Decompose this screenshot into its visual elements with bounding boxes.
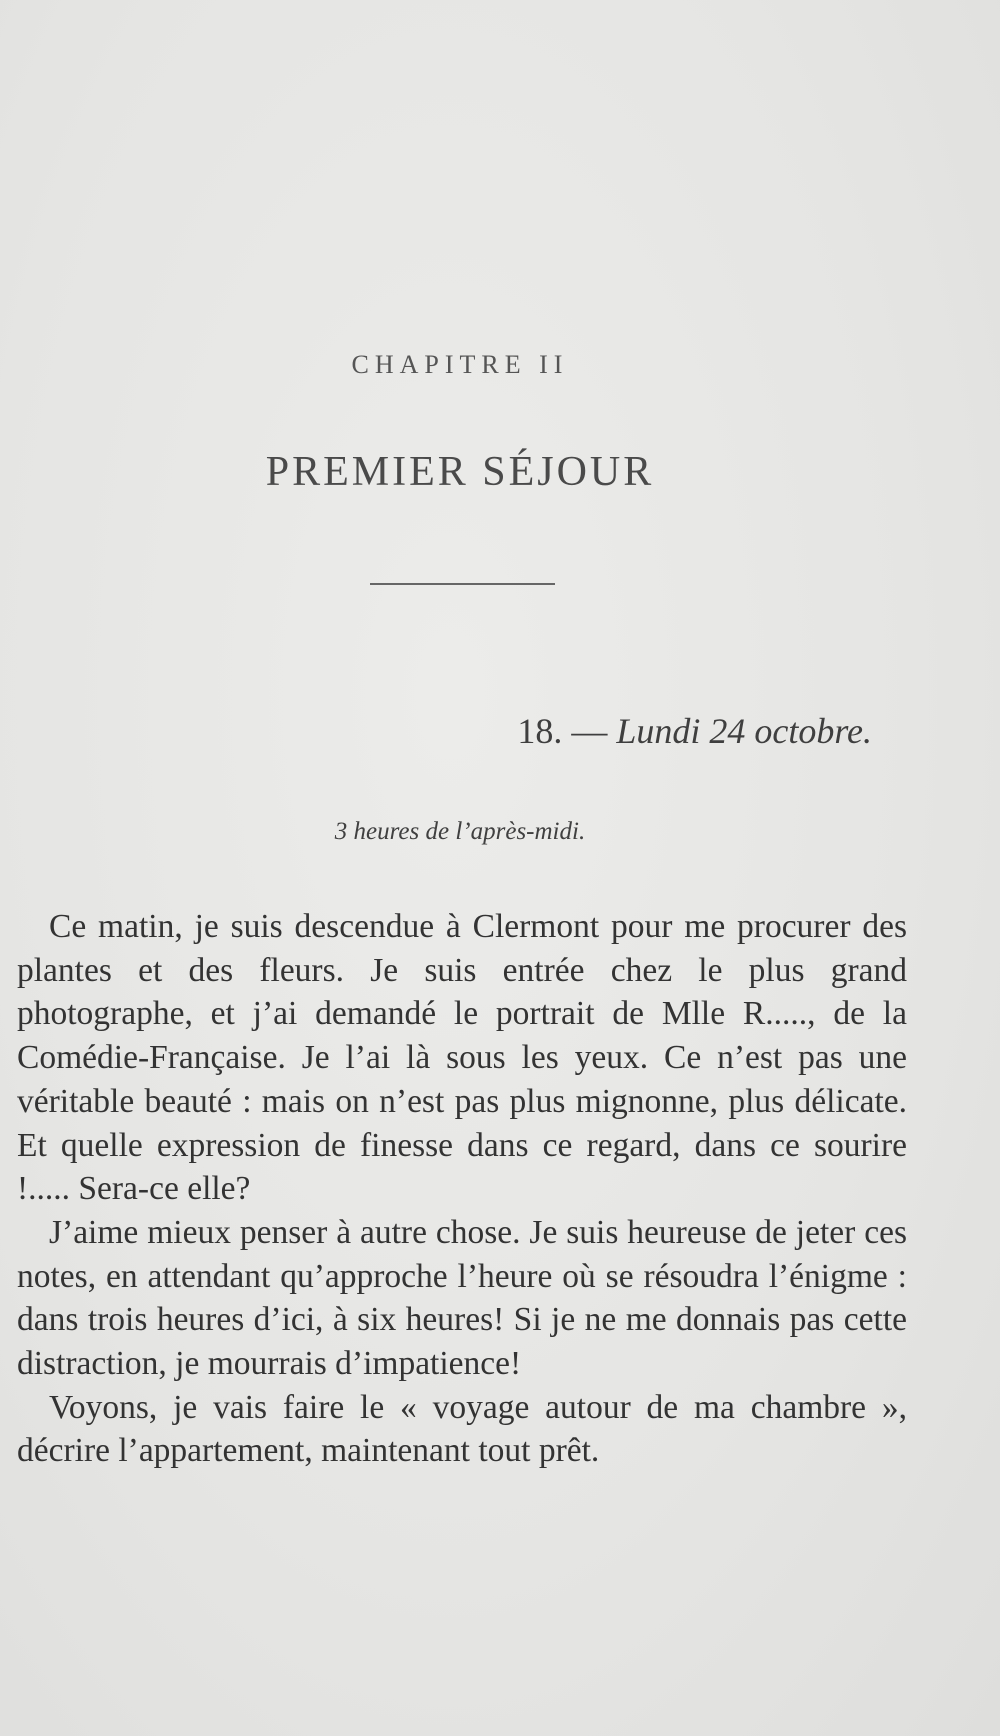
entry-date: Lundi 24 octobre. xyxy=(616,711,872,751)
divider-rule xyxy=(370,583,555,585)
paragraph: Voyons, je vais faire le « voyage autour de ma chambre », décrire l’appartement, maintenant tout prêt. xyxy=(17,1388,907,1470)
chapter-title: PREMIER SÉJOUR xyxy=(265,449,655,495)
body-text xyxy=(17,905,907,1473)
chapter-label: CHAPITRE II xyxy=(351,350,569,379)
entry-number: 18. — xyxy=(517,711,617,751)
paragraph: Ce matin, je suis descendue à Clermont pour me procurer des plantes et des fleurs. Je suis entrée chez le plus grand photographe, et j’ai demandé le portrait de Mlle R....., de la Comédie-Française. Je l’ai là sous les yeux. Ce n’est pas une véritable beauté : mais on n’est pas plus mignonne, plus délicate. Et quelle expression de finesse dans ce regard, dans ce sourire !..... Sera-ce elle? xyxy=(17,908,907,1208)
entry-heading xyxy=(0,710,872,752)
paragraph: J’aime mieux penser à autre chose. Je suis heureuse de jeter ces notes, en attendant qu’approche l’heure où se résoudra l’énigme : dans trois heures d’ici, à six heures! Si je ne me donnais pas cette distraction, je mourrais d’impatience! xyxy=(17,1213,907,1383)
entry-time: 3 heures de l’après-midi. xyxy=(334,818,586,845)
